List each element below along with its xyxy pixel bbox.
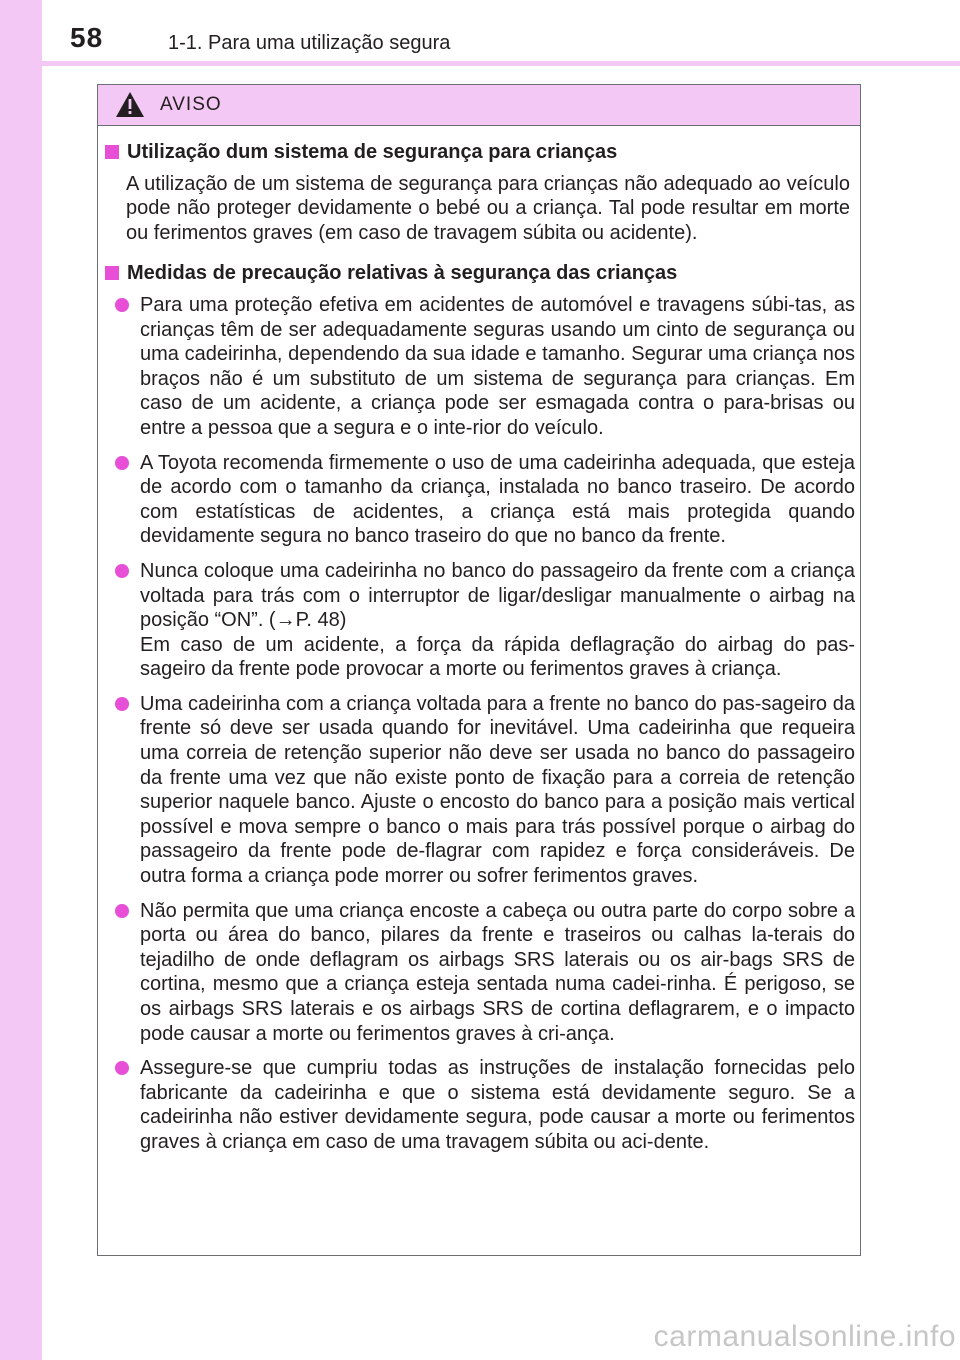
circle-bullet-icon [115, 298, 129, 312]
section-heading-text: Utilização dum sistema de segurança para crianças [127, 141, 618, 163]
circle-bullet-icon [115, 697, 129, 711]
square-bullet-icon [105, 266, 119, 280]
section-title: 1-1. Para uma utilização segura [168, 32, 451, 54]
bullet-text: Nunca coloque uma cadeirinha no banco do passageiro da frente com a criança voltada para trás com o interruptor de ligar/desligar manualmente o airbag na posição “ON”. (→P. 48) [140, 559, 855, 632]
warning-header [98, 85, 860, 126]
section-heading [103, 140, 855, 165]
section-heading [103, 261, 855, 286]
watermark: carmanualsonline.info [653, 1320, 956, 1353]
bullet-item [103, 451, 855, 549]
bullet-text: A Toyota recomenda firmemente o uso de uma cadeirinha adequada, que esteja de acordo com o tamanho da criança, instalada no banco traseiro. De acordo com estatísticas de acidentes, a criança está mais protegida quando devidamente segura no banco traseiro do que no banco da frente. [140, 451, 855, 548]
circle-bullet-icon [115, 904, 129, 918]
circle-bullet-icon [115, 456, 129, 470]
bullet-text: Em caso de um acidente, a força da rápida deflagração do airbag do pas-sageiro da frente pode provocar a morte ou ferimentos graves à criança. [140, 633, 855, 681]
bullet-item [103, 1056, 855, 1154]
bullet-text: Assegure-se que cumpriu todas as instruções de instalação fornecidas pelo fabricante da cadeirinha e que o sistema está devidamente seguro. Se a cadeirinha não estiver devidamente segura, pode causar a morte ou ferimentos graves à criança em caso de uma travagem súbita ou aci-dente. [140, 1057, 855, 1153]
warning-label: AVISO [160, 94, 222, 115]
bullet-item [103, 692, 855, 889]
warning-content [103, 140, 855, 1165]
square-bullet-icon [105, 145, 119, 159]
circle-bullet-icon [115, 1061, 129, 1075]
warning-triangle-icon [115, 91, 145, 118]
bullet-item [103, 293, 855, 441]
header-rule [42, 61, 960, 66]
side-tab-bar [0, 0, 42, 1360]
bullet-text: Uma cadeirinha com a criança voltada para a frente no banco do pas-sageiro da frente só deve ser usada quando for inevitável. Uma cadeirinha que requeira uma correia de retenção superior não deve ser usada no banco do passageiro da frente uma vez que não existe ponto de fixação para a correia de retenção superior naquele banco. Ajuste o encosto do banco para a posição mais vertical possível e mova sempre o banco o mais para trás possível porque o airbag do passageiro da frente pode de-flagrar com rapidez e força consideráveis. De outra forma a criança pode morrer ou sofrer ferimentos graves. [140, 692, 855, 888]
circle-bullet-icon [115, 564, 129, 578]
bullet-item [103, 899, 855, 1047]
bullet-text: Para uma proteção efetiva em acidentes de automóvel e travagens súbi-tas, as crianças têm de ser adequadamente seguras usando um cinto de segurança ou uma cadeirinha, dependendo da sua idade e tamanho. Segurar uma criança nos braços não é um substituto de um sistema de segurança para crianças. Em caso de um acidente, a criança pode ser esmagada contra o para-brisas ou entre a pessoa que a segura e o inte-rior do veículo. [140, 293, 855, 439]
section-paragraph: A utilização de um sistema de segurança para crianças não adequado ao veículo pode não proteger devidamente o bebé ou a criança. Tal pode resultar em morte ou ferimentos graves (em caso de travagem súbita ou acidente). [126, 172, 850, 244]
bullet-item [103, 559, 855, 682]
section-heading-text: Medidas de precaução relativas à segurança das crianças [127, 262, 678, 285]
page-number: 58 [70, 22, 104, 53]
bullet-text: Não permita que uma criança encoste a cabeça ou outra parte do corpo sobre a porta ou área do banco, pilares da frente e traseiros ou calhas la-terais do tejadilho de onde deflagram os airbags SRS laterais ou os air-bags SRS de cortina, mesmo que a criança esteja sentada numa cadei-rinha. É perigoso, se os airbags SRS laterais e os airbags SRS de cortina deflagrarem, e o impacto pode causar a morte ou ferimentos graves à cri-ança. [140, 899, 855, 1045]
